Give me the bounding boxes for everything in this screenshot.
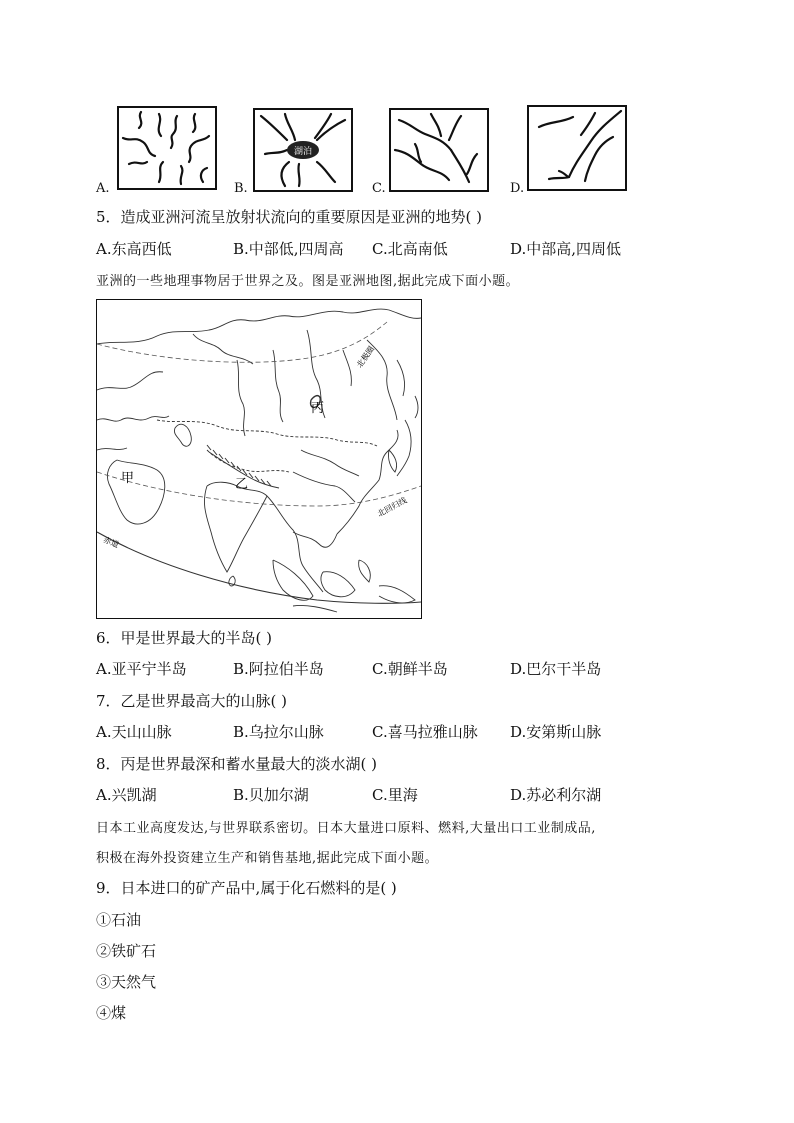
question-6-option-c[interactable]: C.朝鲜半岛 — [372, 660, 448, 678]
asia-map — [96, 299, 422, 619]
question-6-option-b[interactable]: B.阿拉伯半岛 — [233, 660, 324, 678]
river-pattern-a-image — [117, 106, 217, 190]
q4-option-d-label: D. — [510, 181, 525, 196]
q4-option-b-label: B. — [234, 181, 248, 196]
question-9-item-4: ④煤 — [96, 1004, 127, 1022]
question-5-stem: 5．造成亚洲河流呈放射状流向的重要原因是亚洲的地势( ) — [96, 208, 483, 226]
map-label-equator: 赤道 — [101, 535, 121, 550]
question-7-option-d[interactable]: D.安第斯山脉 — [510, 723, 602, 741]
asia-map-drawing — [97, 300, 421, 618]
passage-intro-japan-line-1: 日本工业高度发达,与世界联系密切。日本大量进口原料、燃料,大量出口工业制成品, — [96, 821, 596, 836]
passage-intro-asia: 亚洲的一些地理事物居于世界之及。图是亚洲地图,据此完成下面小题。 — [96, 274, 520, 289]
question-8-option-a[interactable]: A.兴凯湖 — [96, 786, 157, 804]
q4-option-a-label: A. — [96, 181, 110, 196]
question-5-option-c[interactable]: C.北高南低 — [372, 240, 448, 258]
lake-label: 湖泊 — [293, 147, 313, 157]
river-pattern-b-image — [253, 108, 353, 192]
river-pattern-d-drawing — [529, 107, 625, 189]
question-6-option-d[interactable]: D.巴尔干半岛 — [510, 660, 602, 678]
question-5-option-a[interactable]: A.东高西低 — [96, 240, 172, 258]
question-8-stem: 8．丙是世界最深和蓄水量最大的淡水湖( ) — [96, 755, 378, 773]
question-8-option-c[interactable]: C.里海 — [372, 786, 418, 804]
question-7-stem: 7．乙是世界最高大的山脉( ) — [96, 692, 288, 710]
question-6-option-a[interactable]: A.亚平宁半岛 — [96, 660, 187, 678]
river-pattern-b-drawing — [255, 110, 351, 190]
map-label-bing: 丙 — [311, 401, 325, 416]
river-pattern-c-image — [389, 108, 489, 192]
question-5-option-b[interactable]: B.中部低,四周高 — [233, 240, 344, 258]
question-5-option-d[interactable]: D.中部高,四周低 — [510, 240, 622, 258]
question-6-stem: 6．甲是世界最大的半岛( ) — [96, 629, 273, 647]
map-label-jia: 甲 — [121, 471, 135, 486]
question-8-option-b[interactable]: B.贝加尔湖 — [233, 786, 309, 804]
question-9-item-3: ③天然气 — [96, 973, 157, 991]
q4-option-c-label: C. — [372, 181, 386, 196]
question-7-option-c[interactable]: C.喜马拉雅山脉 — [372, 723, 478, 741]
question-9-item-1: ①石油 — [96, 911, 142, 929]
map-label-arctic-circle: 北极圈 — [354, 344, 377, 370]
river-pattern-d-image — [527, 105, 627, 191]
map-label-yi: 乙 — [235, 477, 249, 492]
question-7-option-b[interactable]: B.乌拉尔山脉 — [233, 723, 324, 741]
question-8-option-d[interactable]: D.苏必利尔湖 — [510, 786, 602, 804]
passage-intro-japan-line-2: 积极在海外投资建立生产和销售基地,据此完成下面小题。 — [96, 851, 439, 866]
question-9-item-2: ②铁矿石 — [96, 942, 157, 960]
question-7-option-a[interactable]: A.天山山脉 — [96, 723, 172, 741]
map-label-tropic-of-cancer: 北回归线 — [375, 495, 409, 519]
river-pattern-c-drawing — [391, 110, 487, 190]
question-9-stem: 9．日本进口的矿产品中,属于化石燃料的是( ) — [96, 879, 397, 897]
river-pattern-a-drawing — [119, 108, 215, 188]
